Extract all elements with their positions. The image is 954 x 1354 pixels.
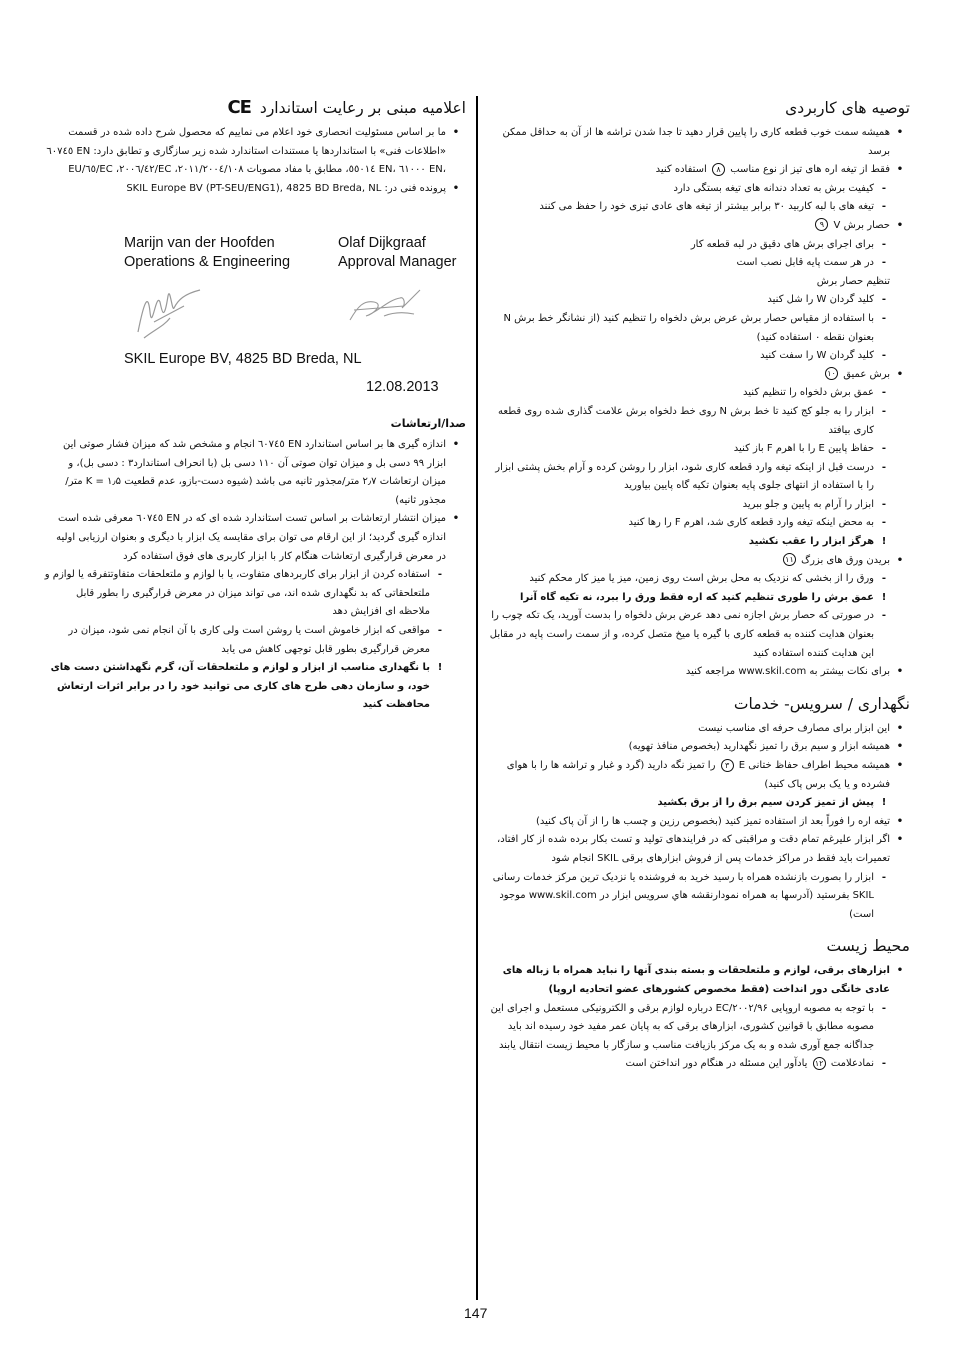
list-item-text: حفاظ پایین E را با اهرم F باز کنید	[733, 443, 874, 455]
list-item	[488, 217, 910, 236]
list-item	[488, 869, 910, 925]
bullet-icon: •	[896, 965, 904, 977]
company-address: SKIL Europe BV, 4825 BD Breda, NL	[124, 351, 362, 367]
bullet-icon: •	[896, 815, 904, 827]
list-item	[44, 124, 466, 180]
list-item	[488, 236, 910, 255]
noise-section	[44, 416, 466, 715]
list-item-text: کلید گردان W را سفت کنید	[760, 350, 874, 362]
dash-icon: -	[881, 517, 887, 529]
list-item	[488, 607, 910, 663]
figure-reference-badge: ١٢	[813, 1057, 826, 1070]
usage-list	[488, 124, 910, 682]
dash-icon: -	[881, 610, 887, 622]
figure-reference-badge: ٣	[721, 759, 734, 772]
bullet-icon: •	[896, 368, 904, 380]
list-item-text: ما بر اساس مسئولیت انحصاری خود اعلام می نماییم که محصول شرح داده شده در قسمت «اطلاعات فنی» با استانداردها یا مستندات استاندارد شده زیر سازگاری و تطابق دارد: EN ٦٠٧٤٥ ،EN ٦١٠٠٠ ،EN ٥٥٠١٤، مطابق با مفاد مصوبات ۲۰۰٤/۱۰۸/EC ،۲۰۰٦/٤۲/EC ،۲۰۱۱/٦٥/EU	[46, 127, 446, 176]
list-item-text: کلید گردان W را شل کنید	[767, 294, 874, 306]
bullet-icon: •	[896, 554, 904, 566]
signature-2-image	[344, 286, 424, 326]
list-item-text: همیشه ابزار و سیم برق را تمیز نگهدارید (بخصوص منافذ تهویه)	[628, 741, 890, 753]
list-item	[488, 291, 910, 310]
bullet-icon: •	[896, 127, 904, 138]
warning-marker-icon: !	[881, 536, 887, 548]
list-item	[488, 1000, 910, 1056]
usage-heading: توصیه های کاربردی	[785, 99, 910, 117]
environment-list	[488, 962, 910, 1074]
list-item	[488, 720, 910, 739]
signatory-2	[338, 234, 457, 272]
list-item	[488, 254, 910, 273]
list-item	[44, 436, 466, 510]
list-item-text: برش عمیق	[843, 368, 890, 380]
dash-icon: -	[881, 182, 887, 194]
bullet-icon: •	[896, 760, 904, 771]
list-item	[488, 570, 910, 589]
list-item-text: ابزار را بصورت بازنشده همراه با رسید خرید به فروشنده یا نزدیک ترین مرکز خدمات رسانی SKIL بفرستید (آدرسها به همراه نمودارنقشه هاي سرويس ابزار در www.skil.com موجود است)	[492, 871, 874, 920]
figure-reference-badge: ٩	[815, 218, 828, 231]
dash-icon: -	[881, 498, 887, 510]
list-item-text-continued: یادآور این مسئله در هنگام دور انداختن است	[625, 1058, 808, 1070]
list-item	[488, 552, 910, 571]
list-item-text-continued: را تمیز نگه دارید (گرد و غبار و تراشه ها را با هوای فشرده و یا یک برس پاک کنید)	[506, 760, 890, 790]
declaration-heading	[44, 98, 466, 118]
dash-icon: -	[881, 312, 887, 324]
bullet-icon: •	[896, 164, 904, 176]
list-item-text: با نگهداری مناسب از ابزار و لوازم و ملتعلحقات آن، گرم نگهداشتن دست های خود، و سازمان دهی طرح های کاری می توانید خود را در برابر اثرات ارتعاش محافظت کنید	[50, 662, 430, 711]
list-item	[488, 757, 910, 794]
list-item	[488, 533, 910, 552]
declaration-title: اعلامیه مبنی بر رعایت استاندارد	[259, 99, 466, 117]
noise-heading: صدا/ارتعاشات	[390, 417, 466, 430]
bullet-icon: •	[896, 722, 904, 734]
page-number: 147	[464, 1305, 488, 1321]
list-item	[488, 831, 910, 868]
signature-1-image	[134, 282, 204, 342]
dash-icon: -	[881, 257, 887, 269]
list-item-text: هرگز ابزار را عقب نکشید	[748, 536, 874, 548]
declaration-list	[44, 124, 466, 198]
list-item-text: عمق برش دلخواه را تنظیم کنید	[743, 387, 874, 399]
list-item-text: درست قبل از اینکه تیغه وارد قطعه کاری شود، ابزار را روشن کرده و آرام بخش پشتی ابزار را با استفاده از انتهای جلوی پایه بعنوان تکیه گاه پایین بیاورید	[495, 461, 874, 492]
list-item-text: در هر سمت پایه قابل نصب است	[736, 257, 874, 269]
list-item-text: همیشه محیط اطراف حفاظ ختانی E	[738, 760, 890, 771]
list-item-text: کیفیت برش به تعداد دندانه های تیغه بستگی دارد	[673, 182, 874, 194]
list-item	[488, 180, 910, 199]
column-divider	[476, 96, 478, 1300]
list-item-text: همیشه سمت خوب قطعه کاری را پایین قرار دهید تا جدا شدن تراشه ها از آن به حداقل ممکن برسد	[502, 127, 890, 157]
bullet-icon: •	[896, 666, 904, 678]
list-item	[488, 198, 910, 217]
dash-icon: -	[881, 1058, 887, 1070]
right-column	[488, 98, 910, 1074]
dash-icon: -	[881, 201, 887, 213]
list-item-text: عمق برش را طوری تنظیم کنید که اره فقط ورق را ببرد، نه تکیه گاه آنرا	[520, 591, 874, 603]
dash-icon: -	[881, 1002, 887, 1014]
list-item-text: تیغه های با لبه کاربید ۳۰ برابر بیشتر از تیغه های عادی تیزی خود را حفظ می کنند	[539, 201, 874, 213]
bullet-icon: •	[896, 834, 904, 846]
warning-marker-icon: !	[437, 662, 443, 674]
bullet-icon: •	[452, 439, 460, 450]
list-item	[488, 663, 910, 682]
list-item-text: اگر ابزار علیرغم تمام دقت و مراقبتی که در فرایندهای تولید و تست بکار برده شده از کار افتاد، تعمیرات باید فقط در مراکز خدمات پس از فروش ابزارهای برقی SKIL انجام شود	[496, 834, 890, 864]
signatory-1	[124, 234, 290, 272]
bullet-icon: •	[452, 127, 460, 138]
dash-icon: -	[881, 387, 887, 399]
list-item	[488, 347, 910, 366]
list-item	[488, 589, 910, 608]
list-item	[488, 459, 910, 496]
dash-icon: -	[881, 405, 887, 417]
dash-icon: -	[881, 238, 887, 250]
ce-mark-logo: CE	[227, 97, 251, 118]
list-item	[488, 366, 910, 385]
dash-icon: -	[437, 569, 443, 581]
list-item	[488, 161, 910, 180]
list-item-text: تیغه اره را فوراً بعد از استفاده تمیز کنید (بخصوص رزین و چسب ها را از آن پاک کنید)	[535, 815, 890, 827]
list-item-text: برای اجرای برش های دقیق در لبه قطعه کار	[690, 238, 874, 250]
noise-list	[44, 436, 466, 715]
list-item	[488, 962, 910, 999]
list-item	[488, 440, 910, 459]
list-item	[488, 496, 910, 515]
list-item-text: بریدن ورق های بزرگ	[801, 554, 890, 566]
list-item-text: برای نکات بیشتر به www.skil.com مراجعه کنید	[685, 666, 890, 678]
maintenance-list	[488, 720, 910, 925]
maintenance-heading: نگهداری / سرویس- خدمات	[733, 694, 910, 713]
warning-marker-icon: !	[881, 797, 887, 809]
list-item	[488, 1055, 910, 1074]
declaration-date: 12.08.2013	[366, 379, 439, 395]
dash-icon: -	[881, 443, 887, 455]
list-item-text: فقط از تیغه اره های تیز از نوع مناسب	[730, 164, 890, 176]
list-item-text: تنظیم حصار برش	[816, 275, 890, 287]
list-item-text: اندازه گیری ها بر اساس استاندارد EN ٦٠٧٤٥ انجام و مشخص شد که میزان فشار صوتی این ابزار ۹۹ دسی بل و میزان توان صوتی آن ۱۱۰ دسی بل (با انحراف استاندارد۳ : دسی بل)، و میزان ارتعاشات ۲٫۷ متر/مجذور ثانیه می باشد (شیوه دست-بازو، عدم قطعیت K = ۱٫۵ متر/مجذور ثانیه)	[62, 439, 446, 506]
list-item-text: نمادعلامت	[830, 1058, 874, 1070]
list-item-text: به محض اینکه تیغه وارد قطعه کاری شد، اهرم F را رها کنید	[628, 517, 874, 529]
list-item	[44, 510, 466, 566]
bullet-icon: •	[896, 219, 904, 231]
list-item-text: میزان انتشار ارتعاشات بر اساس تست استاندارد شده ای که در EN ٦٠٧٤٥ معرفی شده است اندازه گیری گردید؛ از این ارقام می توان برای مقایسه یک ابزار با دیگری و بعنوان ارزیابی اولیه در معرض قرارگیری ارتعاشات هنگام کار با ابزار کاربری های فوق استفاده کرد	[56, 513, 446, 562]
list-item-text: با استفاده از مقیاس حصار برش عرض برش دلخواه را تنظیم کنید (از نشانگر خط برش N بعنوان نقطه ۰ استفاده کنید)	[503, 312, 874, 343]
list-item	[488, 310, 910, 347]
bullet-icon: •	[452, 182, 460, 194]
list-item-text: حصار برش V	[833, 219, 890, 231]
signatory-2-role: Approval Manager	[338, 254, 457, 270]
list-item-text: استفاده کردن از ابزار برای کاربردهای متفاوت، یا با لوازم و ملتعلحقات متفاوتتفرقه یا لوازم و ملتعلحقاتی که بد نگهداری شده اند، می تواند میزان در معرض قرارگیری را بطور قابل ملاحظه ای افزایش دهد	[44, 569, 430, 618]
figure-reference-badge: ٨	[712, 163, 725, 176]
dash-icon: -	[881, 461, 887, 473]
dash-icon: -	[881, 294, 887, 306]
left-column	[44, 98, 466, 198]
list-item-text: با توجه به مصوبه اروپایی ۲۰۰۲/۹۶/EC درباره لوازم برقی و الکترونیکی مستعمل و اجرای این مصوبه مطابق با قوانین کشوری، ابزارهای برقی که به پایان عمر مفید خود رسیده اند باید جداگانه جمع آوری شده و به یک مرکز بازیافت مناسب و سازگار با محیط زیست انتقال یابند	[490, 1002, 874, 1051]
list-item	[488, 273, 910, 292]
signatory-2-name: Olaf Dijkgraaf	[338, 235, 426, 251]
dash-icon: -	[881, 350, 887, 362]
list-item-text: پرونده فنی در: SKIL Europe BV (PT-SEU/ENG1), 4825 BD Breda, NL	[126, 182, 446, 194]
list-item	[488, 794, 910, 813]
list-item	[488, 124, 910, 161]
dash-icon: -	[437, 624, 443, 636]
list-item	[488, 403, 910, 440]
list-item-text: ورق را از بخشی که نزدیک به محل برش است روی زمین، میز یا میز کار محکم کنید	[529, 573, 874, 585]
environment-heading: محیط زیست	[826, 937, 910, 956]
list-item-text: پیش از تمیز کردن سیم برق را از برق بکشید	[657, 797, 874, 809]
figure-reference-badge: ١٠	[825, 367, 838, 380]
figure-reference-badge: ١١	[783, 553, 796, 566]
warning-marker-icon: !	[881, 591, 887, 603]
bullet-icon: •	[452, 513, 460, 525]
list-item	[44, 622, 466, 659]
list-item	[488, 514, 910, 533]
list-item	[44, 659, 466, 715]
signatory-1-name: Marijn van der Hoofden	[124, 235, 275, 251]
dash-icon: -	[881, 573, 887, 585]
list-item-text: مواقعی که ابزار خاموش است یا روشن است ولی کاری با آن انجام نمی شود، میزان در معرض قرارگیری بطور قابل توجهی کاهش می یابد	[68, 624, 430, 655]
list-item	[44, 566, 466, 622]
list-item-text: ابزارهای برقی، لوازم و ملتعلحقات و بسته بندی آنها را نباید همراه با زباله های عادی خانگی دور انداخت (فقط مخصوص کشورهای عضو اتحادیه اروپا)	[502, 965, 890, 995]
list-item-text-continued: استفاده کنید	[655, 164, 707, 176]
list-item	[488, 738, 910, 757]
list-item-text: ابزار را آرام به پایین و جلو ببرید	[742, 498, 874, 510]
list-item	[488, 384, 910, 403]
dash-icon: -	[881, 871, 887, 883]
list-item	[488, 813, 910, 832]
list-item	[44, 180, 466, 199]
list-item-text: در صورتی که حصار برش اجازه نمی دهد عرض برش دلخواه را بدست آورید، یک تکه چوب را بعنوان هدایت کننده به قطعه کاری با گیره یا میخ متصل کرده، و از سمت راست پایه در مقابل این هدایت کننده استفاده کنید	[489, 610, 874, 659]
list-item-text: ابزار را به جلو کج کنید تا خط برش N روی خط دلخواه برش علامت گذاری شده روی قطعه کاری بیافتد	[498, 405, 874, 436]
signatory-1-role: Operations & Engineering	[124, 254, 291, 270]
bullet-icon: •	[896, 741, 904, 753]
list-item-text: این ابزار برای مصارف حرفه ای مناسب نیست	[698, 722, 890, 734]
